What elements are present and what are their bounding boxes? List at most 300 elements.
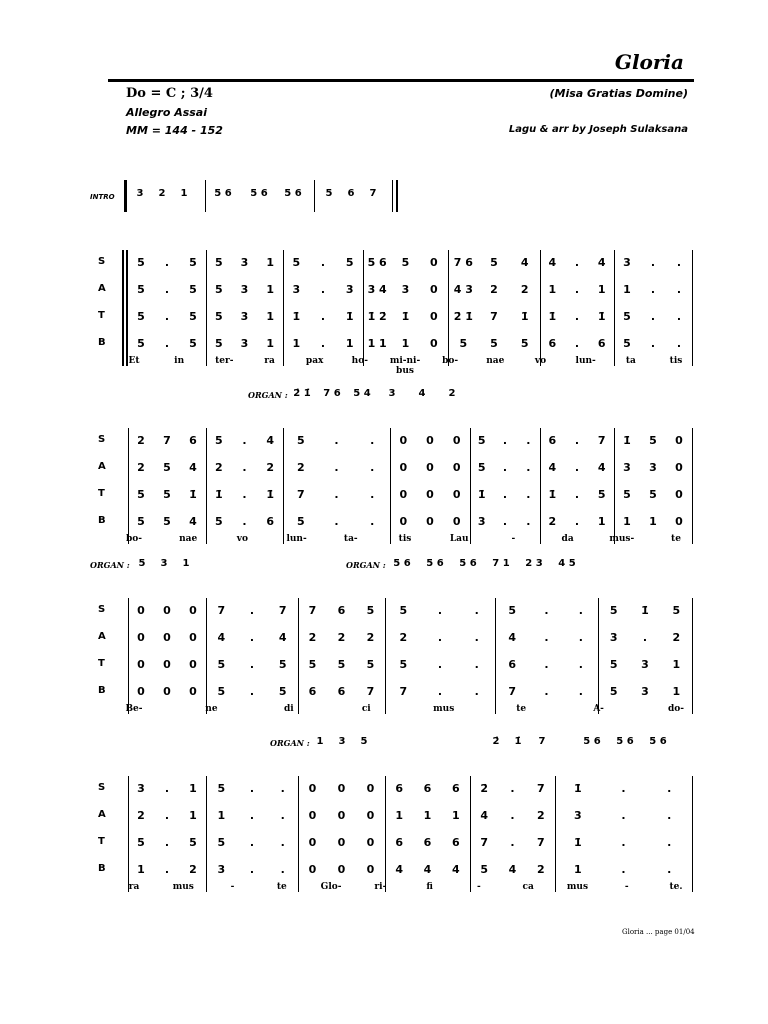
note: 1 bbox=[395, 809, 403, 822]
tempo-marking: Allegro Assai bbox=[126, 106, 208, 119]
note: 6 bbox=[548, 337, 557, 350]
note: 3 bbox=[623, 461, 631, 474]
note: 1̇ bbox=[292, 310, 301, 323]
note: . bbox=[474, 631, 479, 644]
lyric-syllable: - bbox=[511, 534, 516, 544]
note: 0 bbox=[366, 809, 375, 822]
note: 5 bbox=[297, 515, 305, 528]
note: 0 bbox=[308, 809, 317, 822]
note: 5 bbox=[189, 283, 197, 296]
note: 3 bbox=[338, 736, 346, 747]
barline bbox=[205, 180, 206, 212]
note: . bbox=[502, 461, 508, 474]
note: 5 bbox=[308, 658, 317, 671]
header-rule bbox=[108, 79, 694, 82]
barline bbox=[385, 776, 386, 892]
note: 4 bbox=[423, 863, 432, 876]
barline bbox=[126, 250, 128, 366]
note: 3 bbox=[160, 558, 168, 569]
note: 2̇ 1̇ bbox=[293, 388, 311, 399]
note: 4 5 bbox=[558, 558, 576, 569]
note: 0 bbox=[337, 782, 346, 795]
note: 4 bbox=[266, 434, 274, 447]
note: 2 bbox=[366, 631, 375, 644]
note: 5 bbox=[278, 685, 287, 698]
note: 0 bbox=[426, 515, 434, 528]
note: 5 bbox=[477, 434, 486, 447]
note: . bbox=[280, 809, 285, 822]
note: 2 bbox=[308, 631, 317, 644]
note: 5 bbox=[520, 337, 529, 350]
lyric-syllable: mus bbox=[566, 882, 589, 892]
note: . bbox=[164, 809, 170, 822]
voice-label-a: A bbox=[98, 631, 106, 642]
note: 7 bbox=[308, 604, 317, 617]
note: . bbox=[667, 782, 672, 795]
voice-label-s: S bbox=[98, 434, 106, 445]
lyric-syllable: lun- bbox=[286, 534, 307, 544]
note: 3 bbox=[574, 809, 582, 822]
note: . bbox=[437, 604, 443, 617]
voice-label-s: S bbox=[98, 256, 106, 267]
note: 1 bbox=[180, 188, 188, 199]
note: 0 bbox=[430, 310, 438, 323]
note: . bbox=[578, 604, 583, 617]
barline bbox=[448, 250, 449, 366]
note: 2 bbox=[520, 283, 529, 296]
note: 1 bbox=[423, 809, 432, 822]
note: . bbox=[249, 631, 255, 644]
lyric-syllable: te bbox=[671, 534, 681, 544]
note: 3 bbox=[641, 685, 649, 698]
note: 5 bbox=[508, 604, 516, 617]
note: 1 bbox=[597, 283, 606, 296]
metronome-marking: MM = 144 - 152 bbox=[126, 124, 223, 137]
note: . bbox=[280, 782, 285, 795]
note: 7 bbox=[537, 836, 545, 849]
note: 6 bbox=[189, 434, 197, 447]
note: 0 bbox=[337, 863, 346, 876]
note: 2 bbox=[399, 631, 408, 644]
note: 5 bbox=[297, 434, 305, 447]
note: 0 bbox=[308, 836, 317, 849]
note: . bbox=[621, 836, 626, 849]
barline bbox=[470, 776, 471, 892]
lyric-syllable: pax bbox=[305, 356, 324, 366]
note: 0 bbox=[452, 515, 461, 528]
note: 2 bbox=[189, 863, 197, 876]
lyric-syllable: - bbox=[477, 882, 481, 892]
note: 1̇ 2̇ bbox=[367, 310, 387, 323]
note: . bbox=[370, 434, 375, 447]
barline bbox=[314, 180, 315, 212]
note: . bbox=[280, 863, 285, 876]
note: 1 bbox=[182, 558, 190, 569]
note: 0 bbox=[189, 604, 197, 617]
mass-name: (Misa Gratias Domine) bbox=[549, 87, 688, 100]
note: . bbox=[474, 604, 479, 617]
note: 0 bbox=[137, 604, 145, 617]
note: 2 bbox=[215, 461, 223, 474]
note: . bbox=[164, 256, 170, 269]
note: . bbox=[334, 461, 339, 474]
note: 5 6 bbox=[214, 188, 232, 199]
note: 5 6 bbox=[284, 188, 302, 199]
lyric-syllable: mi-ni-bus bbox=[389, 356, 421, 376]
voice-label-b: B bbox=[98, 685, 106, 696]
note: . bbox=[667, 863, 672, 876]
note: . bbox=[280, 836, 285, 849]
lyric-syllable: tis bbox=[398, 534, 412, 544]
note: 5 bbox=[292, 256, 301, 269]
note: 5 bbox=[490, 256, 498, 269]
note: 5 bbox=[477, 461, 486, 474]
organ-label: ORGAN : bbox=[270, 738, 310, 748]
lyric-syllable: vo bbox=[236, 534, 248, 544]
note: . bbox=[242, 434, 247, 447]
note: 3 bbox=[623, 256, 631, 269]
note: . bbox=[574, 310, 580, 323]
lyric-syllable: mus bbox=[433, 704, 455, 714]
note: . bbox=[510, 782, 515, 795]
note: 6 bbox=[452, 836, 460, 849]
note: 4 bbox=[217, 631, 226, 644]
note: 2̇ 1̇ bbox=[453, 310, 473, 323]
note: 0 bbox=[137, 685, 145, 698]
note: 0 bbox=[399, 488, 408, 501]
note: 5 6 bbox=[250, 188, 268, 199]
barline bbox=[692, 250, 693, 366]
note: 6 bbox=[337, 685, 346, 698]
note: 2 bbox=[158, 188, 166, 199]
note: . bbox=[642, 631, 648, 644]
intro-label: INTRO bbox=[90, 193, 115, 201]
note: . bbox=[574, 283, 580, 296]
note: 7 bbox=[597, 434, 606, 447]
barline bbox=[692, 776, 693, 892]
lyric-syllable: bo- bbox=[125, 534, 143, 544]
barline bbox=[598, 598, 599, 714]
note: 4 bbox=[508, 863, 517, 876]
note: 1 bbox=[623, 283, 631, 296]
note: 1 bbox=[672, 658, 681, 671]
voice-label-t: T bbox=[98, 658, 105, 669]
barline bbox=[692, 598, 693, 714]
page-title: Gloria bbox=[614, 50, 684, 74]
note: . bbox=[164, 310, 170, 323]
note: 5 bbox=[137, 256, 145, 269]
note: 5 bbox=[337, 658, 346, 671]
barline bbox=[692, 428, 693, 544]
note: . bbox=[676, 310, 682, 323]
organ-label: ORGAN : bbox=[90, 560, 130, 570]
voice-label-t: T bbox=[98, 488, 105, 499]
note: . bbox=[320, 337, 326, 350]
note: 6 bbox=[597, 337, 606, 350]
note: 5 bbox=[366, 658, 375, 671]
note: 0 bbox=[675, 488, 683, 501]
note: 2̇ bbox=[492, 736, 500, 747]
note: 2 bbox=[266, 461, 274, 474]
note: 5 bbox=[163, 515, 171, 528]
note: 0 bbox=[137, 631, 145, 644]
note: 7 bbox=[399, 685, 408, 698]
note: 6 bbox=[452, 782, 460, 795]
note: 0 bbox=[163, 604, 171, 617]
note: . bbox=[574, 337, 580, 350]
lyric-syllable: Et bbox=[128, 356, 140, 366]
note: 0 bbox=[399, 434, 408, 447]
lyric-syllable: te bbox=[516, 704, 527, 714]
note: 5 bbox=[609, 685, 618, 698]
note: 2 bbox=[490, 283, 498, 296]
note: 6 bbox=[395, 782, 403, 795]
note: 5 bbox=[278, 658, 287, 671]
note: 5 bbox=[217, 782, 226, 795]
note: 3 bbox=[477, 515, 486, 528]
note: 5 bbox=[399, 658, 408, 671]
barline bbox=[396, 180, 398, 212]
note: 1 bbox=[597, 515, 606, 528]
lyric-syllable: di bbox=[283, 704, 294, 714]
note: 2 bbox=[337, 631, 346, 644]
lyric-syllable: vo bbox=[534, 356, 547, 366]
lyric-syllable: mus- bbox=[609, 534, 635, 544]
note: 5 bbox=[215, 283, 223, 296]
note: . bbox=[370, 461, 375, 474]
note: 5 bbox=[366, 604, 375, 617]
note: 1 bbox=[548, 283, 557, 296]
note: 5 bbox=[360, 736, 368, 747]
note: 4 bbox=[597, 256, 606, 269]
note: 1 bbox=[649, 515, 657, 528]
note: 5 4 bbox=[353, 388, 371, 399]
barline bbox=[206, 776, 207, 892]
note: 5 bbox=[399, 604, 408, 617]
note: 0 bbox=[189, 658, 197, 671]
note: 5 6 bbox=[393, 558, 411, 569]
note: 2̇ bbox=[480, 782, 488, 795]
note: 3 bbox=[217, 863, 226, 876]
lyric-syllable: te bbox=[276, 882, 287, 892]
note: 5 bbox=[217, 836, 226, 849]
note: 1̇ bbox=[574, 836, 582, 849]
note: 7 bbox=[163, 434, 171, 447]
note: . bbox=[650, 310, 656, 323]
barline bbox=[363, 250, 364, 366]
note: . bbox=[249, 809, 255, 822]
note: 4 bbox=[520, 256, 529, 269]
note: 1 bbox=[672, 685, 681, 698]
note: 3 4 bbox=[367, 283, 387, 296]
note: . bbox=[249, 658, 255, 671]
key-time-signature: Do = C ; 3/4 bbox=[126, 86, 213, 101]
note: . bbox=[242, 461, 247, 474]
lyric-syllable: fi bbox=[426, 882, 433, 892]
note: . bbox=[320, 310, 326, 323]
note: 0 bbox=[426, 488, 434, 501]
note: . bbox=[370, 515, 375, 528]
note: 4 bbox=[597, 461, 606, 474]
note: 4 bbox=[548, 461, 557, 474]
note: . bbox=[502, 488, 508, 501]
note: 1̇ bbox=[548, 488, 557, 501]
note: 2 bbox=[297, 461, 305, 474]
voice-label-b: B bbox=[98, 863, 106, 874]
note: 0 bbox=[366, 863, 375, 876]
note: . bbox=[370, 488, 375, 501]
note: 6 bbox=[423, 782, 432, 795]
note: . bbox=[578, 658, 583, 671]
voice-label-a: A bbox=[98, 809, 106, 820]
note: 5 bbox=[137, 836, 145, 849]
note: . bbox=[650, 256, 656, 269]
note: 3 bbox=[292, 283, 301, 296]
note: 7 bbox=[480, 836, 488, 849]
note: . bbox=[249, 604, 255, 617]
note: . bbox=[574, 461, 580, 474]
note: 1 bbox=[316, 736, 324, 747]
note: 0 bbox=[366, 836, 375, 849]
note: 3 bbox=[240, 310, 249, 323]
note: . bbox=[242, 488, 247, 501]
note: 0 bbox=[163, 685, 171, 698]
note: 1̇ bbox=[520, 310, 529, 323]
note: 7 1 bbox=[492, 558, 510, 569]
note: 1 1 bbox=[367, 337, 387, 350]
note: 5 6 bbox=[649, 736, 667, 747]
note: 6 bbox=[395, 836, 403, 849]
barline bbox=[495, 598, 496, 714]
lyric-syllable: ri- bbox=[374, 882, 387, 892]
note: 0 bbox=[137, 658, 145, 671]
note: 1 bbox=[623, 515, 631, 528]
note: . bbox=[526, 461, 531, 474]
note: 0 bbox=[430, 256, 438, 269]
note: 2 bbox=[537, 863, 545, 876]
note: 1 bbox=[137, 863, 145, 876]
note: 5 bbox=[623, 488, 631, 501]
barline bbox=[298, 598, 299, 714]
note: 0 bbox=[675, 515, 683, 528]
note: 4 bbox=[189, 515, 197, 528]
lyric-syllable: Be- bbox=[125, 704, 143, 714]
note: 5 bbox=[189, 256, 197, 269]
note: . bbox=[621, 809, 626, 822]
note: 1 bbox=[266, 256, 274, 269]
note: 5 bbox=[623, 310, 631, 323]
note: 0 bbox=[452, 434, 461, 447]
note: 4 bbox=[278, 631, 287, 644]
note: 5 bbox=[217, 658, 226, 671]
note: 7 bbox=[490, 310, 498, 323]
note: . bbox=[621, 863, 626, 876]
note: . bbox=[526, 434, 531, 447]
note: 5 6 bbox=[426, 558, 444, 569]
note: 4 bbox=[189, 461, 197, 474]
note: 5 bbox=[137, 283, 145, 296]
organ-label: ORGAN : bbox=[346, 560, 386, 570]
note: 0 bbox=[337, 809, 346, 822]
voice-label-t: T bbox=[98, 836, 105, 847]
note: 1 bbox=[452, 809, 460, 822]
note: 7 bbox=[538, 736, 546, 747]
note: 6 bbox=[423, 836, 432, 849]
note: 0 bbox=[675, 434, 683, 447]
credit-line: Lagu & arr by Joseph Sulaksana bbox=[508, 124, 688, 135]
note: 1̇ bbox=[641, 604, 649, 617]
note: 4 bbox=[452, 863, 460, 876]
note: 3 bbox=[401, 283, 410, 296]
note: 1̇ bbox=[189, 488, 197, 501]
note: 3 bbox=[388, 388, 396, 399]
lyric-syllable: ne bbox=[205, 704, 218, 714]
barline bbox=[392, 180, 393, 212]
note: 1̇ bbox=[477, 488, 486, 501]
note: 1 bbox=[574, 863, 582, 876]
note: . bbox=[334, 488, 339, 501]
note: . bbox=[574, 515, 580, 528]
note: 5 bbox=[597, 488, 606, 501]
lyric-syllable: nae bbox=[486, 356, 505, 366]
note: 5 6 bbox=[616, 736, 634, 747]
note: 0 bbox=[366, 782, 375, 795]
note: 3 bbox=[240, 256, 249, 269]
note: . bbox=[334, 515, 339, 528]
note: 1̇ bbox=[401, 310, 410, 323]
note: 1̇ bbox=[345, 310, 354, 323]
page-footer: Gloria ... page 01/04 bbox=[622, 928, 695, 936]
note: . bbox=[437, 631, 443, 644]
note: 3 bbox=[641, 658, 649, 671]
note: 5 bbox=[401, 256, 410, 269]
lyric-syllable: nae bbox=[179, 534, 198, 544]
lyric-syllable: ca bbox=[522, 882, 534, 892]
note: 3 bbox=[649, 461, 657, 474]
lyric-syllable: ta- bbox=[343, 534, 358, 544]
lyric-syllable: - bbox=[230, 882, 235, 892]
note: 1̇ bbox=[215, 488, 223, 501]
note: . bbox=[526, 488, 531, 501]
note: . bbox=[544, 685, 549, 698]
note: 3 bbox=[240, 337, 249, 350]
note: 0 bbox=[399, 461, 408, 474]
note: 5 bbox=[490, 337, 498, 350]
note: 0 bbox=[452, 461, 461, 474]
note: . bbox=[502, 434, 508, 447]
note: 5 bbox=[163, 488, 171, 501]
barline bbox=[122, 250, 124, 366]
note: 2 bbox=[548, 515, 557, 528]
note: 5 bbox=[480, 863, 488, 876]
barline bbox=[124, 180, 127, 212]
note: 1 bbox=[345, 337, 354, 350]
note: 2 bbox=[137, 809, 145, 822]
note: 3 bbox=[136, 188, 144, 199]
note: 5 bbox=[345, 256, 354, 269]
note: 7 6 bbox=[453, 256, 473, 269]
lyric-syllable: ho- bbox=[351, 356, 368, 366]
note: . bbox=[334, 434, 339, 447]
note: 5 bbox=[217, 685, 226, 698]
note: 1̇ bbox=[623, 434, 631, 447]
note: 5 bbox=[189, 836, 197, 849]
note: 6 bbox=[337, 604, 346, 617]
note: 7 bbox=[366, 685, 375, 698]
note: 5 bbox=[189, 310, 197, 323]
note: 2 3 bbox=[525, 558, 543, 569]
note: 5 bbox=[649, 488, 657, 501]
